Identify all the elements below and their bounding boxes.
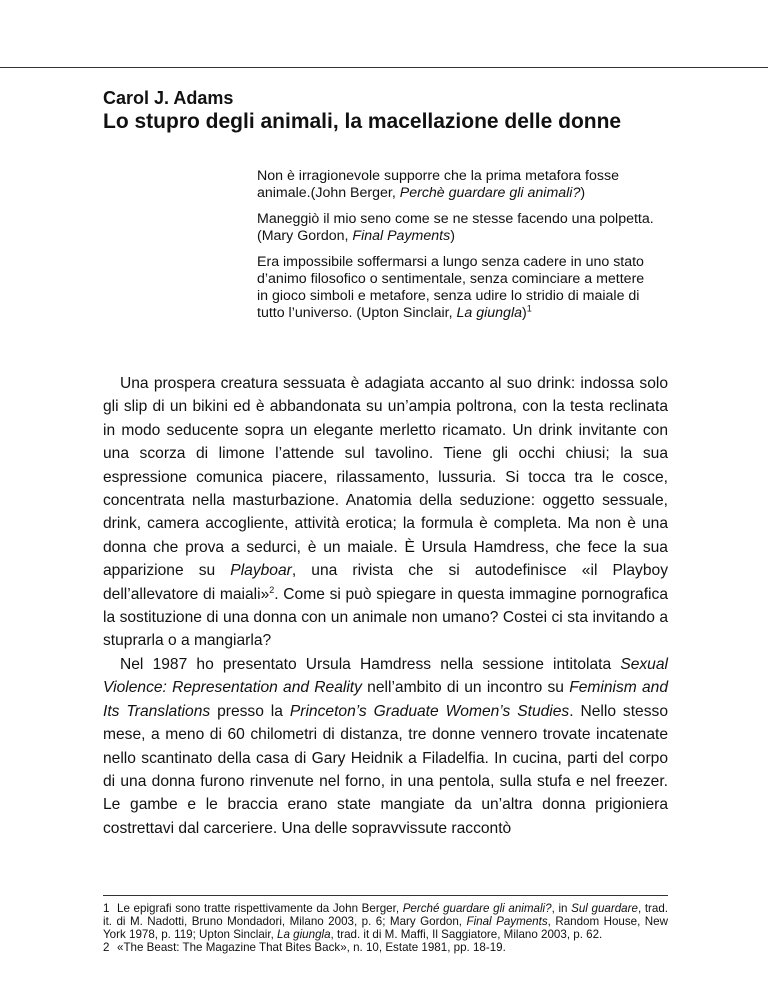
footnote-text [117,941,506,954]
text-run: ) [450,228,455,244]
text-run: , Random House, New York 1978, p. 119; Upton Sinclair, [103,915,668,941]
text-run: Era impossibile soffermarsi a lungo senza cadere in uno stato d’animo filosofico o sentimentale, senza cominciare a mettere in gioco simboli e metafore, senza udire lo stridio di maiale di tutto l’universo. (Upton Sinclair, [257,254,645,321]
text-run: «The Beast: The Magazine That Bites Back», n. 10, Estate 1981, pp. 18-19. [117,941,506,954]
article-body [103,372,668,840]
text-run: . Nello stesso mese, a meno di 60 chilometri di distanza, tre donne vennero trovate incatenate nello scantinato della casa di Gary Heidnik a Filadelfia. In cucina, parti del corpo di una donna furono rinvenute nel forno, in una pentola, sulla stufa e nel freezer. Le gambe e le braccia erano state mangiate da un’altra donna prigioniera costrettavi dal carceriere. Una delle sopravvissute raccontò [103,702,668,837]
footnote-number: 2 [103,941,110,954]
italic-text: Playboar [230,562,292,580]
text-run: , una rivista che si autodefinisce «il Playboy dell’allevatore di maiali» [103,562,668,603]
footnote [103,941,668,954]
text-run: . Come si può spiegare in questa immagine pornografica la sostituzione di una donna con un animale non umano? Costei ci sta invitando a stuprarla o a mangiarla? [103,585,668,650]
author-name: Carol J. Adams [103,88,234,108]
footnote-number: 1 [103,902,110,915]
article-title: Lo stupro degli animali, la macellazione delle donne [103,110,622,133]
text-run: Maneggiò il mio seno come se ne stesse facendo una polpetta. (Mary Gordon, [257,211,654,244]
footnotes [103,895,668,954]
text-run: Una prospera creatura sessuata è adagiata accanto al suo drink: indossa solo gli slip di un bikini ed è abbandonata su un’ampia poltrona, con la testa reclinata in modo seducente sopra un elegante merletto ricamato. Un drink invitante con una scorza di limone l’attende sul tavolino. Tiene gli occhi chiusi; la sua espressione comunica piacere, rilassamento, lussuria. Si tocca tra le cosce, concentrata nella masturbazione. Anatomia della seduzione: oggetto sessuale, drink, camera accogliente, attività erotica; la formula è completa. Ma non è una donna che prova a sedurci, è un maiale. È Ursula Hamdress, che fece la sua apparizione su [103,375,668,580]
text-run: presso la [210,702,290,720]
epigraph [257,254,657,322]
epigraph [257,168,657,202]
italic-text: Princeton’s Graduate Women’s Studies [289,702,570,720]
footnote-ref: 2 [269,584,275,595]
italic-text: Sul guardare [571,902,638,915]
text-run: , trad. it. di M. Nadotti, Bruno Mondadori, Milano 2003, p. 6; Mary Gordon, [103,902,669,928]
italic-text: Perchè guardare gli animali? [399,185,581,201]
italic-text: Feminism and Its Translations [103,679,668,720]
text-run: Nel 1987 ho presentato Ursula Hamdress nella sessione intitolata [120,655,621,673]
body-paragraph [103,372,668,653]
italic-text: La giungla [456,305,522,321]
text-run: nell’ambito di un incontro su [361,679,570,697]
text-run: , in [551,902,572,915]
italic-text: Final Payments [466,915,548,928]
footnote-text [103,902,668,941]
epigraph [257,211,657,245]
footnote-ref: 1 [526,303,532,314]
italic-text: Perché guardare gli animali? [402,902,552,915]
italic-text: Sexual Violence: Representation and Reality [103,655,668,697]
italic-text: Final Payments [352,228,451,244]
text-run: ) [522,305,527,321]
body-paragraph [103,653,668,840]
italic-text: La giungla [277,928,331,941]
text-run: ) [580,185,586,201]
text-run: Le epigrafi sono tratte rispettivamente da John Berger, [117,902,403,915]
text-run: Non è irragionevole supporre che la prima metafora fosse animale.(John Berger, [257,168,619,201]
footnote [103,902,668,941]
epigraph-block [257,168,657,331]
header-rule [0,67,768,68]
text-run: , trad. it di M. Maffi, Il Saggiatore, Milano 2003, p. 62. [330,928,603,941]
